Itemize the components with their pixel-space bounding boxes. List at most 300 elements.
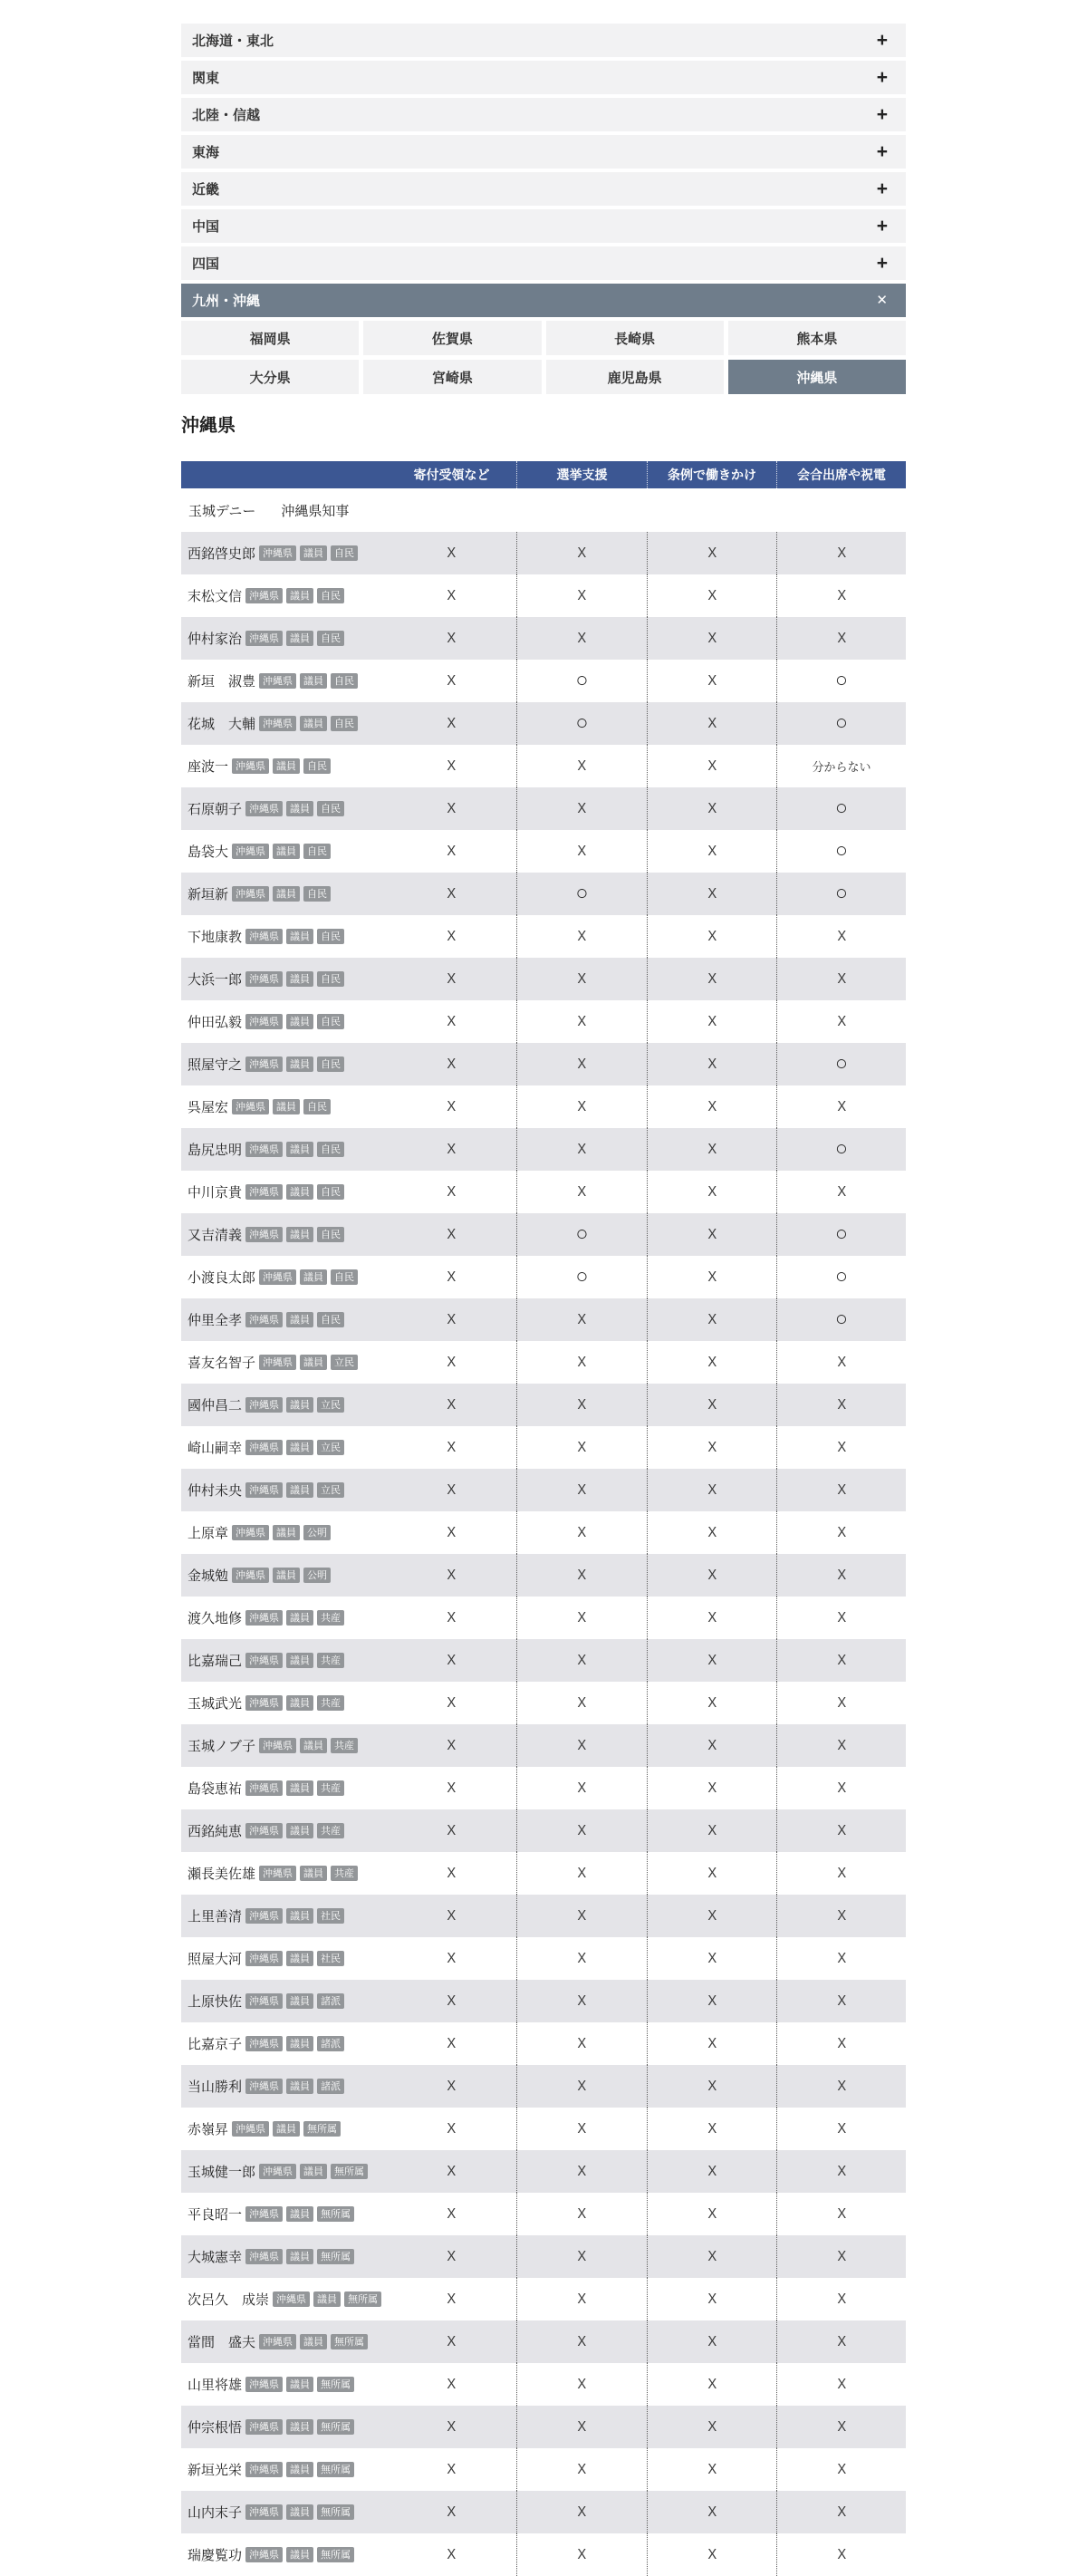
tag-prefecture: 沖縄県 <box>245 2504 283 2521</box>
answer-cell <box>776 1809 906 1852</box>
x-mark: X <box>837 2078 846 2094</box>
prefecture-button-0[interactable]: 福岡県 <box>181 321 359 355</box>
politician-name: 比嘉京子 <box>188 2037 243 2052</box>
region-label: 関東 <box>192 71 220 86</box>
x-mark: X <box>447 757 457 774</box>
politician-name: 仲宗根悟 <box>188 2420 243 2436</box>
x-mark: X <box>837 2376 846 2392</box>
answer-cell <box>776 830 906 873</box>
tag-party: 無所属 <box>317 2504 354 2521</box>
tag-role: 議員 <box>286 2462 313 2478</box>
x-mark: X <box>447 1992 457 2009</box>
prefecture-grid <box>181 321 906 394</box>
answer-cell <box>516 873 647 915</box>
x-mark: X <box>447 1950 457 1966</box>
x-mark: X <box>577 1694 587 1711</box>
politician-name-cell <box>181 1469 387 1511</box>
answer-cell <box>387 1682 516 1724</box>
page <box>181 0 906 2576</box>
x-mark: X <box>707 1992 717 2009</box>
tag-party: 自民 <box>303 844 331 860</box>
x-mark: X <box>837 1737 846 1753</box>
x-mark: X <box>577 800 587 816</box>
answer-cell <box>387 1469 516 1511</box>
plus-icon[interactable]: + <box>876 141 888 162</box>
answer-cell <box>776 1895 906 1937</box>
region-accordion <box>181 24 906 317</box>
table-row <box>181 787 906 830</box>
table-header <box>181 461 906 488</box>
answer-cell <box>516 2150 647 2193</box>
answer-cell <box>387 1085 516 1128</box>
politician-name: 西銘啓史郎 <box>188 546 256 562</box>
politician-name: 島尻忠明 <box>188 1143 243 1158</box>
politician-name: 次呂久 成崇 <box>188 2292 270 2308</box>
answer-cell <box>516 1085 647 1128</box>
region-label: 北海道・東北 <box>192 34 274 49</box>
answer-cell <box>516 532 647 574</box>
answer-cell <box>776 1171 906 1213</box>
prefecture-button-3[interactable]: 熊本県 <box>728 321 906 355</box>
x-mark: X <box>707 1481 717 1498</box>
x-mark: X <box>707 630 717 646</box>
table-row <box>181 1980 906 2022</box>
circle-mark: ○ <box>575 1221 589 1245</box>
tag-party: 無所属 <box>317 2462 354 2478</box>
tag-role: 議員 <box>273 1568 300 1584</box>
tag-role: 議員 <box>286 588 313 604</box>
x-mark: X <box>447 2078 457 2094</box>
answer-cell <box>776 1469 906 1511</box>
x-mark: X <box>707 2333 717 2349</box>
x-mark: X <box>707 1183 717 1200</box>
tag-party: 共産 <box>317 1823 344 1839</box>
answer-cell <box>776 617 906 660</box>
x-mark: X <box>707 672 717 689</box>
politician-name-cell <box>181 1256 387 1298</box>
close-icon[interactable]: ✕ <box>876 293 888 308</box>
table-row <box>181 1852 906 1895</box>
tag-prefecture: 沖縄県 <box>245 1014 283 1030</box>
x-mark: X <box>577 2120 587 2137</box>
tag-prefecture: 沖縄県 <box>245 1312 283 1328</box>
table-row <box>181 1767 906 1809</box>
x-mark: X <box>447 843 457 859</box>
x-mark: X <box>837 1396 846 1413</box>
politician-name: 当山勝利 <box>188 2079 243 2095</box>
answer-cell <box>516 1639 647 1682</box>
politician-name-cell <box>181 1682 387 1724</box>
circle-mark: ○ <box>575 881 589 904</box>
answer-cell <box>516 1341 647 1384</box>
tag-party: 共産 <box>317 1695 344 1712</box>
politician-name: 玉城健一郎 <box>188 2165 256 2180</box>
tag-role: 議員 <box>286 1014 313 1030</box>
region-item-5[interactable] <box>181 209 906 243</box>
table-row <box>181 617 906 660</box>
x-mark: X <box>447 1567 457 1583</box>
x-mark: X <box>447 672 457 689</box>
answer-cell <box>516 745 647 787</box>
answer-cell <box>387 1171 516 1213</box>
politician-name-cell <box>181 2065 387 2108</box>
tag-party: 立民 <box>317 1397 344 1413</box>
prefecture-button-4[interactable]: 大分県 <box>181 360 359 394</box>
x-mark: X <box>707 1780 717 1796</box>
answer-cell <box>647 2406 776 2448</box>
plus-icon[interactable]: + <box>876 30 888 51</box>
table-row <box>181 1213 906 1256</box>
circle-mark: ○ <box>575 710 589 734</box>
tag-role: 議員 <box>286 2547 313 2563</box>
answer-cell <box>516 1724 647 1767</box>
x-mark: X <box>707 2291 717 2307</box>
prefecture-button-6[interactable]: 鹿児島県 <box>546 360 724 394</box>
tag-role: 議員 <box>286 2249 313 2265</box>
answer-cell <box>516 1213 647 1256</box>
politician-name: 當間 盛夫 <box>188 2335 256 2350</box>
plus-icon[interactable]: + <box>876 67 888 88</box>
answer-cell <box>387 660 516 702</box>
answer-cell <box>647 1554 776 1597</box>
table-row <box>181 574 906 617</box>
tag-prefecture: 沖縄県 <box>245 1184 283 1201</box>
answer-cell <box>776 2065 906 2108</box>
answer-cell <box>647 2150 776 2193</box>
politician-name-cell <box>181 1000 387 1043</box>
x-mark: X <box>577 1354 587 1370</box>
tag-prefecture: 沖縄県 <box>232 1568 269 1584</box>
x-mark: X <box>447 2248 457 2264</box>
answer-cell <box>516 2406 647 2448</box>
answer-cell <box>647 1085 776 1128</box>
x-mark: X <box>707 2078 717 2094</box>
region-item-4[interactable] <box>181 172 906 206</box>
table-row <box>181 1000 906 1043</box>
plus-icon[interactable]: + <box>876 253 888 274</box>
x-mark: X <box>447 1056 457 1072</box>
tag-role: 議員 <box>286 1397 313 1413</box>
answer-cell <box>647 1469 776 1511</box>
tag-party: 立民 <box>331 1355 358 1371</box>
tag-prefecture: 沖縄県 <box>245 801 283 817</box>
tag-party: 自民 <box>317 1056 344 1073</box>
answer-cell <box>647 1043 776 1085</box>
answer-cell <box>516 1809 647 1852</box>
x-mark: X <box>837 2035 846 2051</box>
politician-name-cell <box>181 2491 387 2533</box>
circle-mark: ○ <box>835 1051 848 1075</box>
governor-title: 沖縄県知事 <box>281 503 350 519</box>
answer-cell <box>516 2363 647 2406</box>
answer-cell <box>516 1128 647 1171</box>
answer-cell <box>387 1213 516 1256</box>
answer-cell <box>776 2491 906 2533</box>
table-row <box>181 1597 906 1639</box>
x-mark: X <box>707 2163 717 2179</box>
region-item-2[interactable] <box>181 98 906 131</box>
column-header-3: 会合出席や祝電 <box>776 461 906 488</box>
tag-role: 議員 <box>300 1866 327 1882</box>
tag-prefecture: 沖縄県 <box>259 1355 296 1371</box>
tag-role: 議員 <box>273 886 300 902</box>
politician-name: 崎山嗣幸 <box>188 1441 243 1456</box>
circle-mark: ○ <box>835 881 848 904</box>
answer-cell <box>387 2448 516 2491</box>
tag-prefecture: 沖縄県 <box>232 1525 269 1541</box>
answer-cell <box>516 1937 647 1980</box>
politician-name-cell <box>181 1724 387 1767</box>
tag-prefecture: 沖縄県 <box>245 1908 283 1925</box>
answer-cell <box>387 702 516 745</box>
politician-name: 金城勉 <box>188 1568 229 1584</box>
answer-cell <box>776 2108 906 2150</box>
table-row <box>181 2533 906 2576</box>
politician-name-cell <box>181 1043 387 1085</box>
answer-cell <box>647 2491 776 2533</box>
answer-cell <box>516 787 647 830</box>
prefecture-button-2[interactable]: 長崎県 <box>546 321 724 355</box>
answer-cell <box>776 1852 906 1895</box>
x-mark: X <box>447 2035 457 2051</box>
tag-role: 議員 <box>286 929 313 945</box>
politician-name: 赤嶺昇 <box>188 2122 229 2137</box>
plus-icon[interactable]: + <box>876 216 888 236</box>
x-mark: X <box>447 1780 457 1796</box>
politician-name: 大浜一郎 <box>188 972 243 988</box>
x-mark: X <box>707 545 717 561</box>
x-mark: X <box>447 2504 457 2520</box>
x-mark: X <box>707 1567 717 1583</box>
tag-party: 自民 <box>317 1014 344 1030</box>
tag-prefecture: 沖縄県 <box>259 673 296 690</box>
x-mark: X <box>577 1013 587 1029</box>
tag-party: 無所属 <box>344 2291 381 2308</box>
region-label: 四国 <box>192 256 220 272</box>
tag-prefecture: 沖縄県 <box>245 631 283 647</box>
politician-name-cell <box>181 702 387 745</box>
politician-name-cell <box>181 873 387 915</box>
tag-prefecture: 沖縄県 <box>259 545 296 562</box>
answer-cell <box>516 1426 647 1469</box>
answer-cell <box>516 1000 647 1043</box>
answer-cell <box>516 574 647 617</box>
table-row <box>181 2363 906 2406</box>
answer-cell <box>387 830 516 873</box>
answer-cell <box>516 1298 647 1341</box>
x-mark: X <box>577 1183 587 1200</box>
tag-role: 議員 <box>300 2334 327 2350</box>
politician-name-cell <box>181 617 387 660</box>
tag-role: 議員 <box>286 1951 313 1967</box>
answer-cell <box>647 787 776 830</box>
tag-role: 議員 <box>286 1610 313 1626</box>
table-row <box>181 2320 906 2363</box>
tag-role: 議員 <box>273 844 300 860</box>
tag-party: 自民 <box>331 673 358 690</box>
x-mark: X <box>707 2504 717 2520</box>
tag-role: 議員 <box>286 1482 313 1499</box>
tag-party: 無所属 <box>317 2419 354 2436</box>
table-row <box>181 532 906 574</box>
tag-party: 公明 <box>303 1525 331 1541</box>
answer-cell <box>776 1554 906 1597</box>
politician-name: 末松文信 <box>188 589 243 604</box>
answer-cell <box>516 2065 647 2108</box>
x-mark: X <box>707 1865 717 1881</box>
answer-cell <box>647 1341 776 1384</box>
x-mark: X <box>447 1652 457 1668</box>
answer-cell <box>647 1895 776 1937</box>
tag-prefecture: 沖縄県 <box>245 1482 283 1499</box>
politician-name: 仲村未央 <box>188 1483 243 1499</box>
x-mark: X <box>837 1865 846 1881</box>
answer-cell <box>647 745 776 787</box>
answer-cell <box>647 2108 776 2150</box>
x-mark: X <box>707 1694 717 1711</box>
table-row <box>181 1469 906 1511</box>
x-mark: X <box>447 928 457 944</box>
region-item-0[interactable] <box>181 24 906 57</box>
x-mark: X <box>447 2461 457 2477</box>
prefecture-button-7[interactable]: 沖縄県 <box>728 360 906 394</box>
politician-name-cell <box>181 2448 387 2491</box>
answer-cell <box>516 1384 647 1426</box>
politician-name: 玉城ノブ子 <box>188 1739 256 1754</box>
x-mark: X <box>837 1950 846 1966</box>
tag-role: 議員 <box>286 971 313 988</box>
x-mark: X <box>447 587 457 603</box>
politician-name: 玉城武光 <box>188 1696 243 1712</box>
section-title: 沖縄県 <box>181 416 236 436</box>
politician-name: 比嘉瑞己 <box>188 1654 243 1669</box>
x-mark: X <box>577 1141 587 1157</box>
x-mark: X <box>447 715 457 731</box>
plus-icon[interactable]: + <box>876 178 888 199</box>
answer-cell <box>516 1852 647 1895</box>
politician-name-cell <box>181 2150 387 2193</box>
prefecture-button-1[interactable]: 佐賀県 <box>363 321 541 355</box>
politician-name-cell <box>181 1298 387 1341</box>
politician-name: 仲里全孝 <box>188 1313 243 1328</box>
answer-cell <box>776 2448 906 2491</box>
tag-role: 議員 <box>286 1780 313 1797</box>
x-mark: X <box>707 2376 717 2392</box>
table-row <box>181 830 906 873</box>
table-row <box>181 1384 906 1426</box>
politician-name-cell <box>181 1384 387 1426</box>
answer-cell <box>387 2022 516 2065</box>
answer-cell <box>776 1597 906 1639</box>
politician-name-cell <box>181 2235 387 2278</box>
answer-cell <box>516 1597 647 1639</box>
answer-cell <box>776 1980 906 2022</box>
answer-cell <box>516 1682 647 1724</box>
tag-role: 議員 <box>286 1823 313 1839</box>
x-mark: X <box>577 1907 587 1924</box>
answer-cell <box>776 702 906 745</box>
x-mark: X <box>577 2546 587 2562</box>
tag-role: 議員 <box>313 2291 341 2308</box>
politician-name: 新垣新 <box>188 887 229 902</box>
answer-cell <box>647 2278 776 2320</box>
politician-name-cell <box>181 2108 387 2150</box>
answer-cell <box>776 2235 906 2278</box>
tag-party: 自民 <box>317 1227 344 1243</box>
circle-mark: ○ <box>835 668 848 691</box>
prefecture-button-5[interactable]: 宮崎県 <box>363 360 541 394</box>
x-mark: X <box>577 757 587 774</box>
tag-party: 自民 <box>317 1184 344 1201</box>
tag-party: 共産 <box>317 1653 344 1669</box>
x-mark: X <box>837 2120 846 2137</box>
tag-party: 無所属 <box>317 2249 354 2265</box>
tag-role: 議員 <box>273 2121 300 2137</box>
tag-party: 社民 <box>317 1951 344 1967</box>
table-row <box>181 958 906 1000</box>
region-item-1[interactable] <box>181 61 906 94</box>
x-mark: X <box>447 1354 457 1370</box>
answer-cell <box>516 2491 647 2533</box>
x-mark: X <box>577 2163 587 2179</box>
answer-cell <box>387 2363 516 2406</box>
plus-icon[interactable]: + <box>876 104 888 125</box>
answer-cell <box>647 2065 776 2108</box>
answer-cell <box>387 532 516 574</box>
tag-role: 議員 <box>300 716 327 732</box>
answer-cell <box>516 2320 647 2363</box>
region-item-7[interactable] <box>181 284 906 317</box>
answer-cell <box>776 2278 906 2320</box>
tag-prefecture: 沖縄県 <box>232 886 269 902</box>
x-mark: X <box>837 1992 846 2009</box>
x-mark: X <box>577 1481 587 1498</box>
tag-prefecture: 沖縄県 <box>259 716 296 732</box>
table-row <box>181 2108 906 2150</box>
tag-role: 議員 <box>286 631 313 647</box>
tag-role: 議員 <box>286 2079 313 2095</box>
tag-party: 共産 <box>317 1780 344 1797</box>
answer-cell <box>516 2235 647 2278</box>
region-item-3[interactable] <box>181 135 906 169</box>
politician-name-cell <box>181 1597 387 1639</box>
tag-role: 議員 <box>286 1440 313 1456</box>
answer-cell <box>647 1298 776 1341</box>
tag-prefecture: 沖縄県 <box>245 2419 283 2436</box>
answer-cell <box>516 915 647 958</box>
region-item-6[interactable] <box>181 246 906 280</box>
tag-role: 議員 <box>300 545 327 562</box>
politician-name: 大城憲幸 <box>188 2250 243 2265</box>
table-row <box>181 1298 906 1341</box>
answer-cell <box>647 574 776 617</box>
tag-party: 自民 <box>331 716 358 732</box>
table-row <box>181 1085 906 1128</box>
tag-party: 諸派 <box>317 2079 344 2095</box>
politician-name-cell <box>181 745 387 787</box>
answer-cell <box>516 660 647 702</box>
answer-cell <box>387 1128 516 1171</box>
x-mark: X <box>707 970 717 987</box>
politician-name-cell <box>181 574 387 617</box>
answer-cell <box>516 1171 647 1213</box>
answer-cell <box>647 1000 776 1043</box>
answer-cell <box>516 2022 647 2065</box>
tag-party: 無所属 <box>331 2164 368 2180</box>
column-header-0: 寄付受領など <box>413 468 490 482</box>
answer-cell <box>516 617 647 660</box>
table-row <box>181 2278 906 2320</box>
